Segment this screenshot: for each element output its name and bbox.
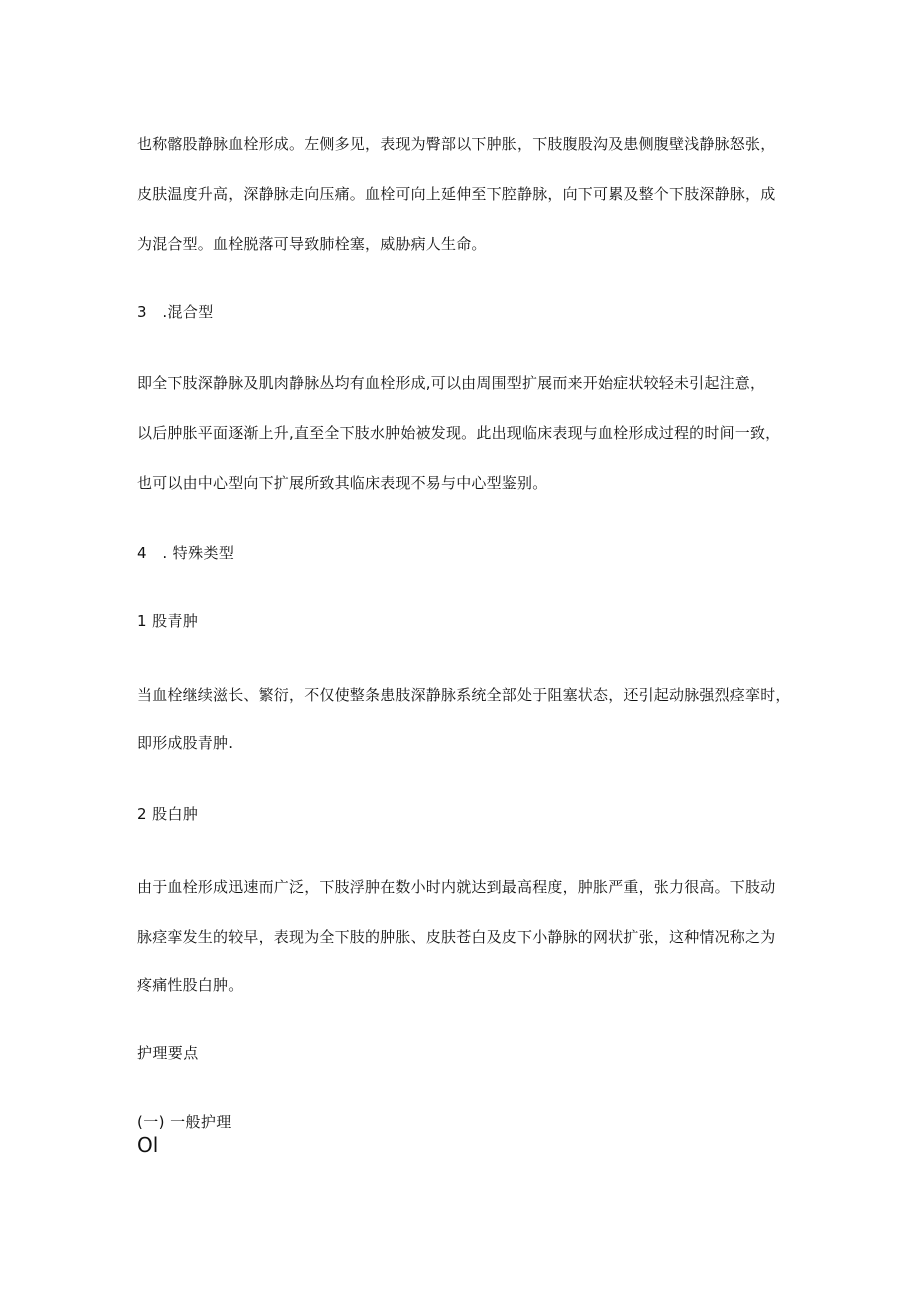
- trailing-marker-text: Ol: [137, 1133, 159, 1157]
- paragraph-line: 也称髂股静脉血栓形成。左侧多见，表现为臀部以下肿胀，下肢腹股沟及患侧腹壁浅静脉怒张，: [137, 135, 776, 153]
- paragraph-line: 即全下肢深静脉及肌肉静脉丛均有血栓形成,可以由周围型扩展而来开始症状较轻未引起注意，: [137, 374, 766, 392]
- paragraph-line: 当血栓继续滋长、繁衍，不仅使整条患肢深静脉系统全部处于阻塞状态，还引起动脉强烈痉挛时，: [137, 686, 791, 704]
- paragraph-line: 疼痛性股白肿。: [137, 976, 244, 994]
- section-heading-mixed-type: 3 .混合型: [137, 303, 214, 321]
- paragraph-line: 脉痉挛发生的较早，表现为全下肢的肿胀、皮肤苍白及皮下小静脉的网状扩张，这种情况称之为: [137, 928, 776, 946]
- paragraph-line: 即形成股青肿.: [137, 734, 234, 752]
- nursing-points-heading: 护理要点: [137, 1044, 199, 1062]
- subheading-phlegmasia-alba: 2 股白肿: [137, 805, 199, 823]
- paragraph-line: 以后肿胀平面逐渐上升,直至全下肢水肿始被发现。此出现临床表现与血栓形成过程的时间一致，: [137, 424, 781, 442]
- paragraph-line: 由于血栓形成迅速而广泛，下肢浮肿在数小时内就达到最高程度，肿胀严重，张力很高。下肢动: [137, 878, 776, 896]
- general-care-heading: (一) 一般护理: [137, 1113, 232, 1131]
- paragraph-line: 皮肤温度升高，深静脉走向压痛。血栓可向上延伸至下腔静脉，向下可累及整个下肢深静脉，成: [137, 185, 776, 203]
- subheading-phlegmasia-cerulea: 1 股青肿: [137, 612, 199, 630]
- paragraph-line: 也可以由中心型向下扩展所致其临床表现不易与中心型鉴别。: [137, 474, 548, 492]
- section-heading-special-types: 4 . 特殊类型: [137, 544, 235, 562]
- paragraph-line: 为混合型。血栓脱落可导致肺栓塞，威胁病人生命。: [137, 235, 487, 253]
